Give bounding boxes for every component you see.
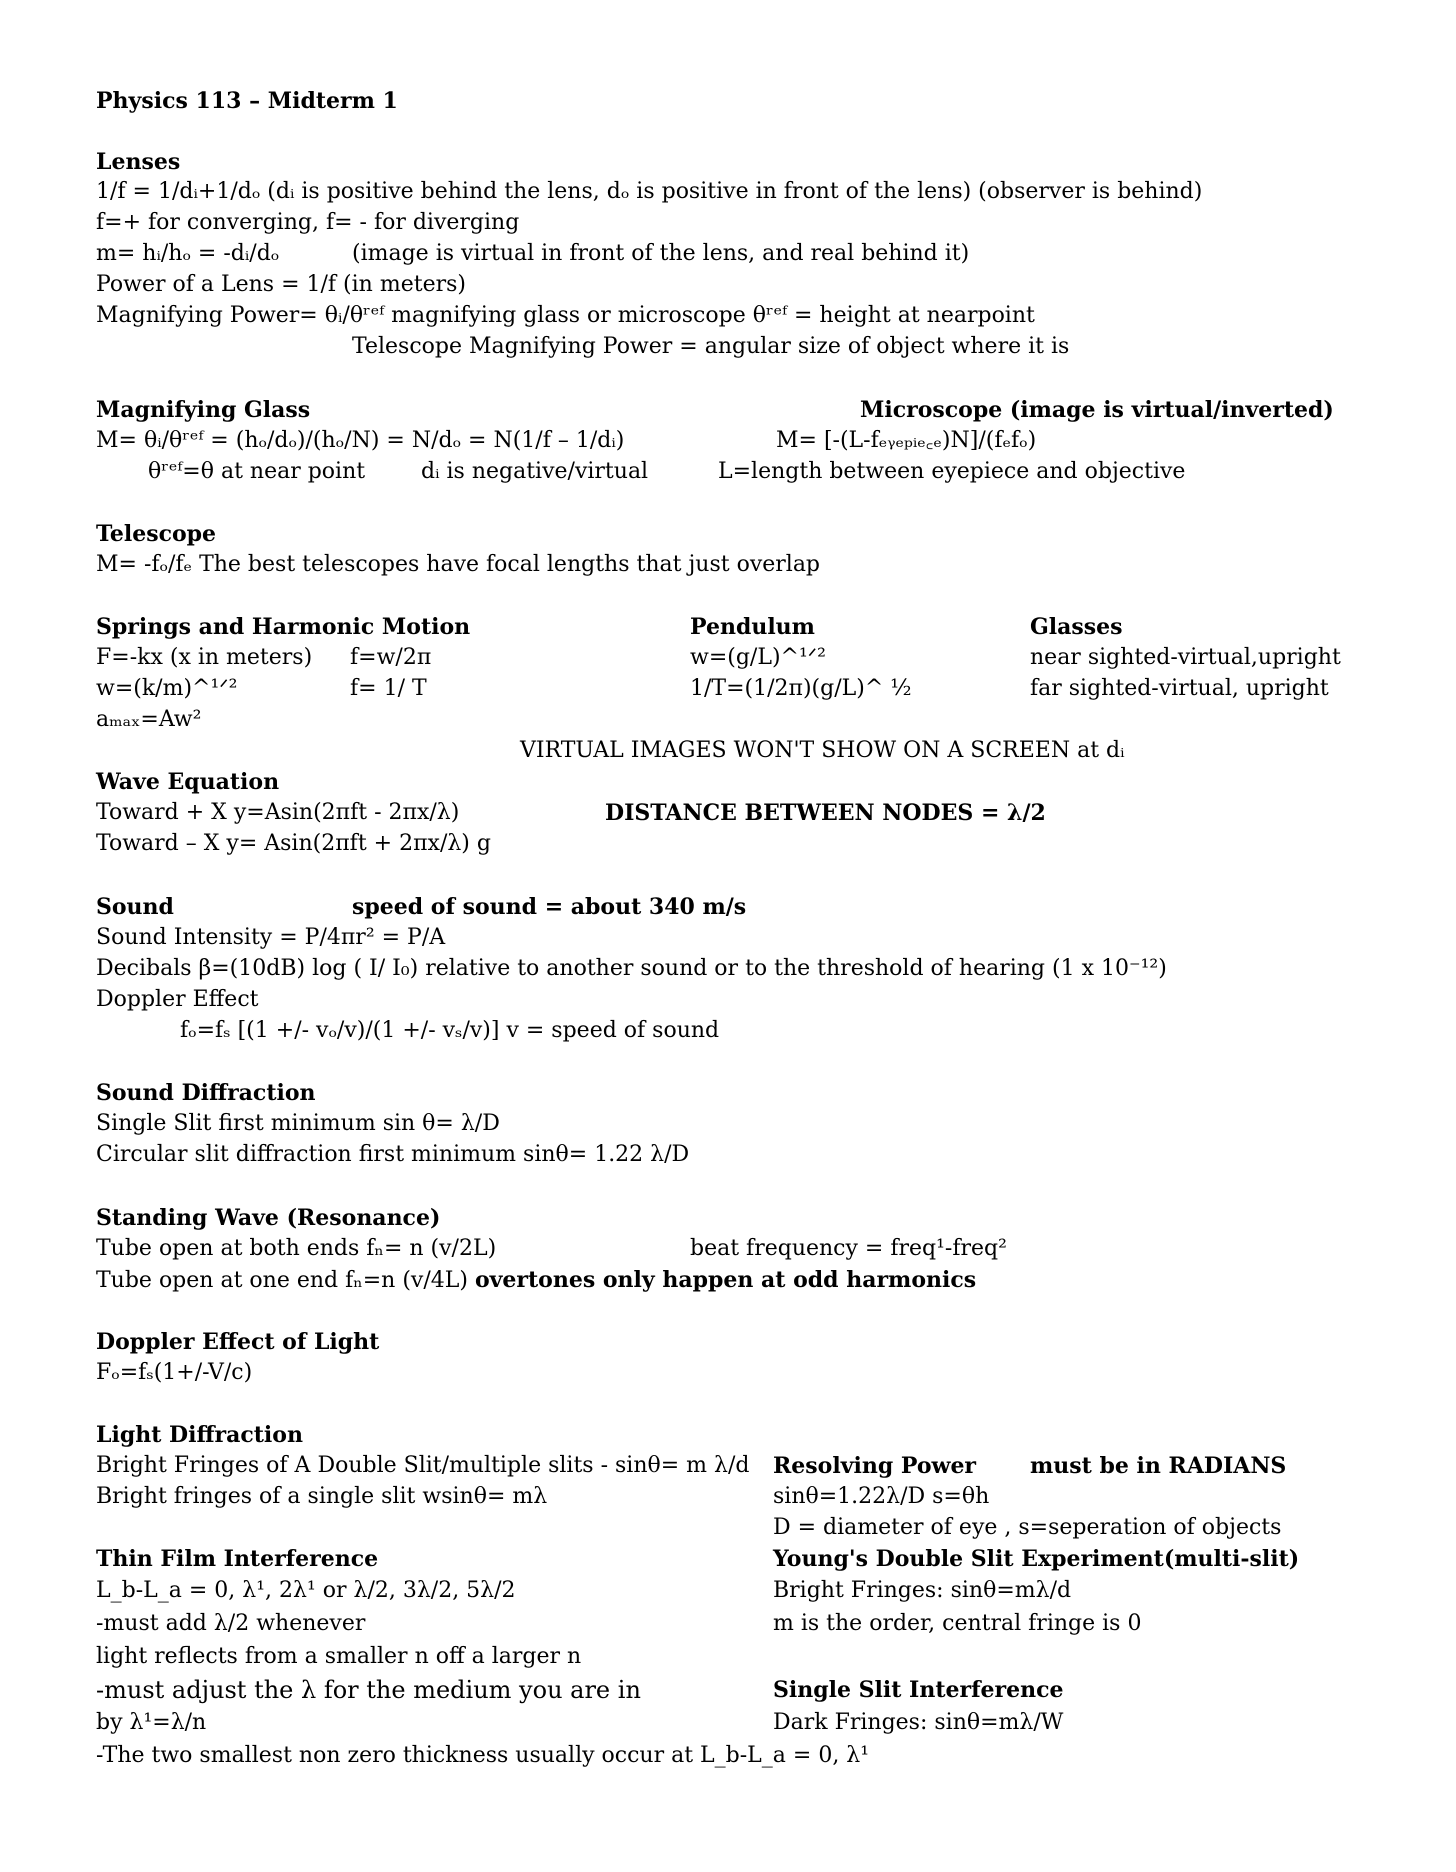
wave-equation-heading: Wave Equation — [96, 769, 280, 795]
pendulum-omega: w=(g/L)^¹ᐟ² — [690, 645, 826, 670]
thin-film-reflection-note: light reflects from a smaller n off a larger n — [96, 1644, 582, 1669]
decibels: Decibals β=(10dB) log ( I/ I₀) relative to another sound or to the threshold of hearing (1 x 10⁻¹²) — [96, 956, 1167, 981]
thin-film-adjust-wavelength: -must adjust the λ for the medium you are in — [96, 1676, 641, 1704]
lens-magnification: m= hᵢ/hₒ = -dᵢ/dₒ — [96, 241, 280, 266]
magnifying-glass-formula: M= θᵢ/θʳᵉᶠ = (hₒ/dₒ)/(hₒ/N) = N/dₒ = N(1/f – 1/dᵢ) — [96, 428, 625, 453]
spring-omega: w=(k/m)^¹ᐟ² — [96, 676, 238, 701]
sound-heading: Sound — [96, 894, 174, 920]
frequency-period: f= 1/ T — [350, 676, 427, 701]
thin-film-smallest-thickness: -The two smallest non zero thickness usually occur at L_b-L_a = 0, λ¹ — [96, 1743, 870, 1768]
doppler-light-formula: Fₒ=fₛ(1+/-V/c) — [96, 1360, 253, 1385]
light-diffraction-heading: Light Diffraction — [96, 1422, 303, 1448]
single-slit-dark-fringes: Dark Fringes: sinθ=mλ/W — [773, 1710, 1064, 1735]
thin-film-path-difference: L_b-L_a = 0, λ¹, 2λ¹ or λ/2, 3λ/2, 5λ/2 — [96, 1578, 516, 1603]
lens-power: Power of a Lens = 1/f (in meters) — [96, 272, 466, 297]
single-slit-minimum: Single Slit first minimum sin θ= λ/D — [96, 1111, 500, 1136]
lenses-heading: Lenses — [96, 149, 181, 175]
microscope-length-note: L=length between eyepiece and objective — [718, 459, 1186, 484]
telescope-magnifying-power: Telescope Magnifying Power = angular size of object where it is — [352, 334, 1070, 359]
glasses-near-sighted: near sighted-virtual,upright — [1030, 645, 1341, 670]
hookes-law: F=-kx (x in meters) — [96, 645, 313, 670]
magnifying-power: Magnifying Power= θᵢ/θʳᵉᶠ magnifying glass or microscope θʳᵉᶠ = height at nearpoint — [96, 303, 1035, 328]
doppler-effect-label: Doppler Effect — [96, 987, 259, 1012]
thin-film-add-half: -must add λ/2 whenever — [96, 1611, 366, 1636]
resolving-power-definitions: D = diameter of eye , s=seperation of objects — [773, 1515, 1282, 1540]
single-slit-heading: Single Slit Interference — [773, 1677, 1064, 1703]
microscope-formula: M= [-(L-fₑᵧₑₚᵢₑ꜀ₑ)N]/(fₑfₒ) — [776, 428, 1037, 453]
radians-note: must be in RADIANS — [1030, 1453, 1287, 1479]
magnifying-glass-di-note: dᵢ is negative/virtual — [421, 459, 649, 484]
doppler-formula: fₒ=fₛ [(1 +/- vₒ/v)/(1 +/- vₛ/v)] v = speed of sound — [180, 1018, 720, 1043]
standing-wave-heading: Standing Wave (Resonance) — [96, 1205, 441, 1231]
circular-slit-minimum: Circular slit diffraction first minimum sinθ= 1.22 λ/D — [96, 1142, 690, 1167]
tube-open-one-end-formula: Tube open at one end fₙ=n (v/4L) — [96, 1268, 468, 1293]
thin-film-heading: Thin Film Interference — [96, 1546, 379, 1572]
wave-toward-plus-x: Toward + X y=Asin(2πft - 2πx/λ) — [96, 800, 460, 825]
tube-open-one-end — [96, 1265, 976, 1296]
glasses-far-sighted: far sighted-virtual, upright — [1030, 676, 1329, 701]
page-title: Physics 113 – Midterm 1 — [96, 88, 398, 114]
sound-diffraction-heading: Sound Diffraction — [96, 1080, 316, 1106]
telescope-heading: Telescope — [96, 521, 217, 547]
pendulum-heading: Pendulum — [690, 614, 815, 640]
single-slit-bright-fringes: Bright fringes of a single slit wsinθ= mλ — [96, 1484, 548, 1509]
beat-frequency: beat frequency = freq¹-freq² — [690, 1236, 1007, 1261]
youngs-bright-fringes: Bright Fringes: sinθ=mλ/d — [773, 1578, 1072, 1603]
spring-frequency: f=w/2π — [350, 645, 432, 670]
magnifying-glass-heading: Magnifying Glass — [96, 397, 311, 423]
doppler-light-heading: Doppler Effect of Light — [96, 1329, 380, 1355]
double-slit-bright-fringes: Bright Fringes of A Double Slit/multiple slits - sinθ= m λ/d — [96, 1453, 750, 1478]
nodes-distance: DISTANCE BETWEEN NODES = λ/2 — [605, 800, 1046, 826]
virtual-images-note: VIRTUAL IMAGES WON'T SHOW ON A SCREEN at dᵢ — [520, 738, 1125, 763]
lens-sign-convention: f=+ for converging, f= - for diverging — [96, 210, 520, 235]
sound-intensity: Sound Intensity = P/4πr² = P/A — [96, 925, 446, 950]
lens-image-note: (image is virtual in front of the lens, and real behind it) — [352, 241, 970, 266]
youngs-order-note: m is the order, central fringe is 0 — [773, 1611, 1142, 1636]
springs-heading: Springs and Harmonic Motion — [96, 614, 471, 640]
speed-of-sound: speed of sound = about 340 m/s — [352, 894, 747, 920]
youngs-heading: Young's Double Slit Experiment(multi-slit) — [773, 1546, 1300, 1572]
wave-toward-minus-x: Toward – X y= Asin(2πft + 2πx/λ) g — [96, 831, 491, 856]
tube-open-both-ends: Tube open at both ends fₙ= n (v/2L) — [96, 1236, 497, 1261]
max-acceleration: aₘₐₓ=Aw² — [96, 707, 202, 732]
telescope-formula: M= -fₒ/fₑ The best telescopes have focal lengths that just overlap — [96, 552, 821, 577]
magnifying-glass-near-point: θʳᵉᶠ=θ at near point — [148, 459, 366, 484]
microscope-heading: Microscope (image is virtual/inverted) — [860, 397, 1334, 423]
odd-harmonics-note: overtones only happen at odd harmonics — [474, 1267, 977, 1293]
thin-film-wavelength-medium: by λ¹=λ/n — [96, 1710, 207, 1735]
pendulum-period: 1/T=(1/2π)(g/L)^ ½ — [690, 676, 912, 701]
glasses-heading: Glasses — [1030, 614, 1123, 640]
resolving-power-heading: Resolving Power — [773, 1453, 977, 1479]
lens-equation: 1/f = 1/dᵢ+1/dₒ (dᵢ is positive behind the lens, dₒ is positive in front of the lens) (observer is behind) — [96, 179, 1203, 204]
resolving-power-formula: sinθ=1.22λ/D s=θh — [773, 1484, 990, 1509]
